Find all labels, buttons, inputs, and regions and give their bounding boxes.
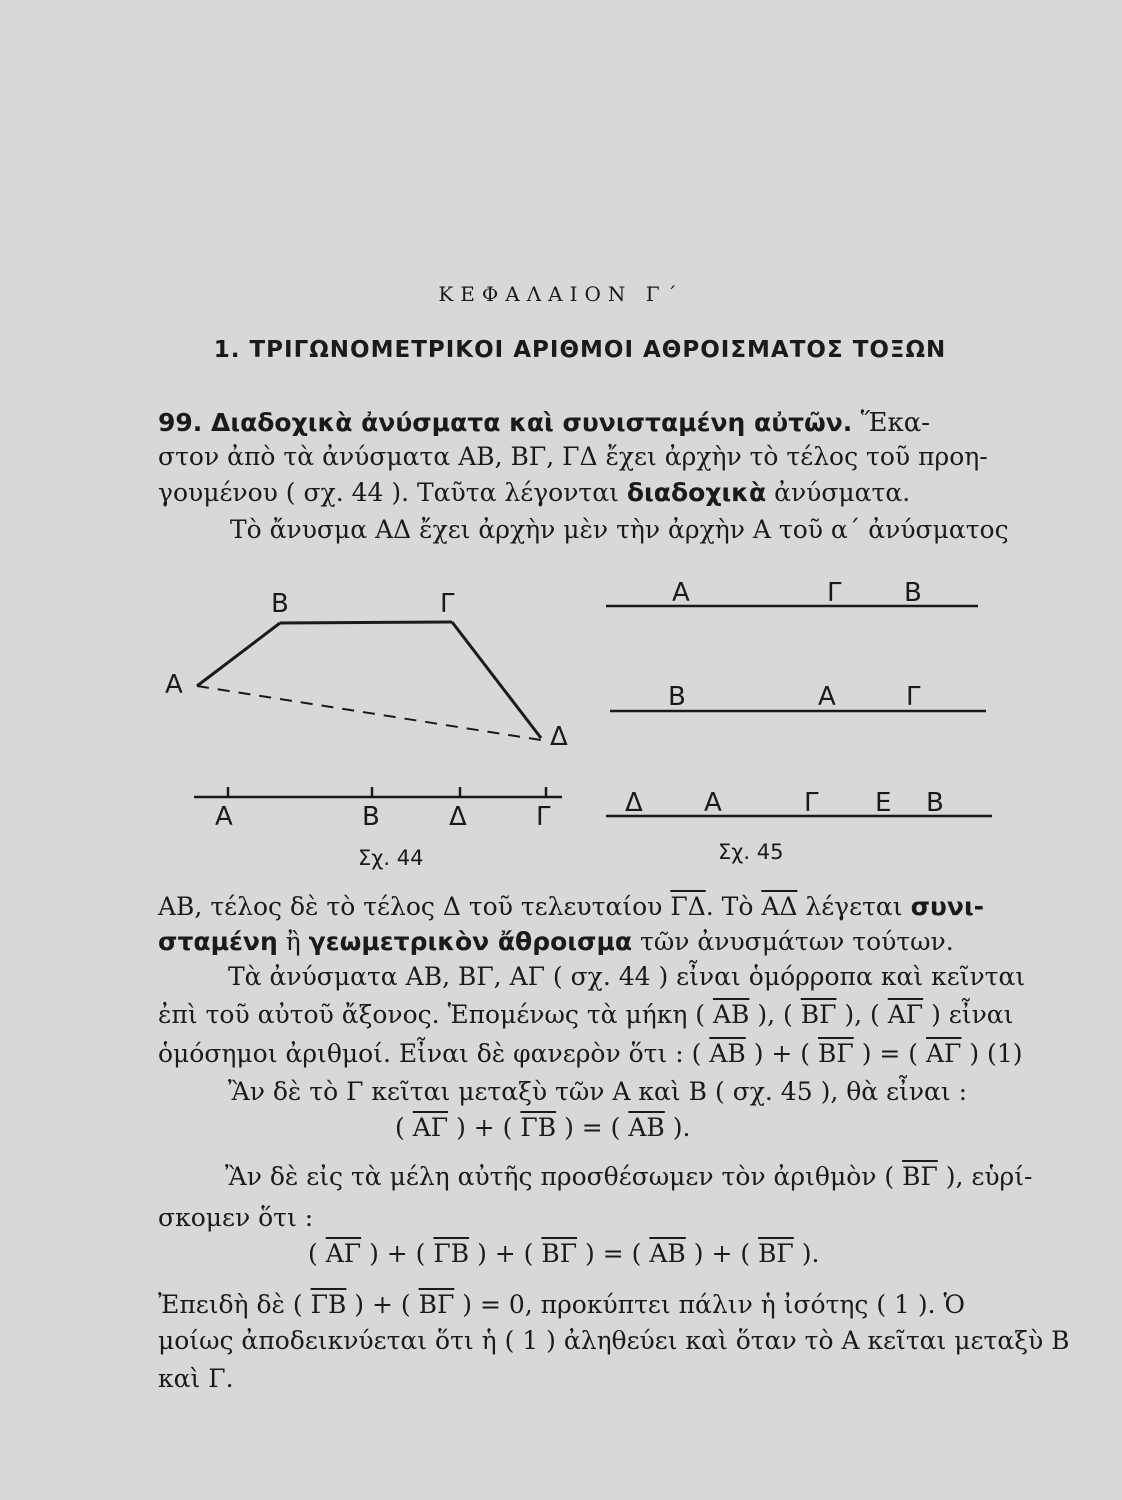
fig45-axes [606, 606, 992, 816]
label-a-left: Α [165, 670, 183, 700]
eq2-a: ( [308, 1239, 318, 1268]
l5-b: . Τὸ [705, 892, 754, 921]
eq2-ab: $\overline{AB}$ [649, 1239, 686, 1268]
l9-d: ) (1) [969, 1039, 1023, 1068]
body-line-6 [158, 927, 954, 956]
axis-label-d: Δ [449, 802, 467, 832]
body-line-14: μοίως ἀποδεικνύεται ὅτι ἡ ( 1 ) ἀληθεύει καὶ ὅταν τὸ Α κεῖται μεταξὺ Β [158, 1326, 1070, 1355]
vector-ad-text: $\overline{A\Delta}$ [761, 892, 798, 921]
row2-a: Α [818, 682, 836, 712]
para-line-4: Τὸ ἄνυσμα ΑΔ ἔχει ἀρχὴν μὲν τὴν ἀρχὴν Α τοῦ α΄ ἀνύσματος [230, 515, 1009, 544]
term-resultant: συνι- [910, 892, 985, 921]
row1-g: Γ [827, 578, 842, 608]
fig45-caption: Σχ. 45 [718, 840, 784, 864]
eq2-bg: $\overline{B\Gamma}$ [541, 1239, 578, 1268]
para-heading: 99. Διαδοχικὰ ἀνύσματα καὶ συνισταμένη αὐτῶν. [158, 408, 853, 437]
l8-a: ἐπὶ τοῦ αὐτοῦ ἄξονος. Ἑπομένως τὰ μήκη ( [158, 1000, 706, 1029]
eq2-f: ). [801, 1239, 820, 1268]
eq2-b: ) + ( [369, 1239, 426, 1268]
row2-b: Β [668, 682, 686, 712]
fig44-caption: Σχ. 44 [358, 846, 424, 870]
l9-a: ὁμόσημοι ἀριθμοί. Εἶναι δὲ φανερὸν ὅτι : ( [158, 1039, 702, 1068]
l9-c: ) = ( [861, 1039, 919, 1068]
axis-label-g: Γ [536, 802, 551, 832]
l6-a: ἢ [285, 927, 301, 956]
l8-b: ), ( [757, 1000, 793, 1029]
row3-g: Γ [804, 788, 819, 818]
eq2-d: ) = ( [585, 1239, 642, 1268]
eq2-e: ) + ( [693, 1239, 751, 1268]
ov-ab: $\overline{AB}$ [712, 1000, 750, 1029]
eq1-d: ). [672, 1113, 691, 1142]
axis-label-a: Α [215, 802, 233, 832]
vector-gd-text: $\overline{\Gamma\Delta}$ [670, 892, 706, 921]
body-line-5 [158, 892, 984, 921]
l5-a: ΑΒ, τέλος δὲ τὸ τέλος Δ τοῦ τελευταίου [158, 892, 663, 921]
eq2-bg-2: $\overline{B\Gamma}$ [758, 1239, 794, 1268]
para-line-2: στον ἀπὸ τὰ ἀνύσματα ΑΒ, ΒΓ, ΓΔ ἔχει ἀρχὴν τὸ τέλος τοῦ προη- [158, 442, 988, 471]
eq1-c: ) = ( [564, 1113, 621, 1142]
eq2-ag: $\overline{A\Gamma}$ [325, 1239, 362, 1268]
vector-gd [452, 622, 541, 738]
chapter-heading: ΚΕΦΑΛΑΙΟΝ Γ΄ [438, 282, 684, 306]
ov-gb: $\overline{\Gamma B}$ [310, 1290, 347, 1319]
l11-b: ), εὑρί- [945, 1162, 1033, 1191]
term-successive: διαδοχικὰ [626, 478, 767, 507]
vector-ab [197, 623, 280, 686]
term-geometric-sum: γεωμετρικὸν ἄθροισμα [308, 927, 633, 956]
l9-b: ) + ( [753, 1039, 811, 1068]
body-line-13 [158, 1290, 965, 1319]
row1-a: Α [672, 578, 690, 608]
equation-2 [308, 1239, 819, 1268]
eq1-b: ) + ( [456, 1113, 513, 1142]
eq1-gb: $\overline{\Gamma B}$ [520, 1113, 557, 1142]
ov-bg: $\overline{B\Gamma}$ [800, 1000, 837, 1029]
label-b-top: Β [271, 589, 289, 619]
row2-g: Γ [906, 682, 921, 712]
para-line-3-b: ἀνύσματα. [774, 478, 911, 507]
row3-d: Δ [625, 788, 643, 818]
body-line-10: Ἂν δὲ τὸ Γ κεῖται μεταξὺ τῶν Α καὶ Β ( σχ. 45 ), θὰ εἶναι : [228, 1077, 968, 1106]
l6-b: τῶν ἀνυσμάτων τούτων. [640, 927, 954, 956]
row1-b: Β [904, 578, 922, 608]
ov-ag-2: $\overline{A\Gamma}$ [926, 1039, 962, 1068]
eq1-ag: $\overline{A\Gamma}$ [412, 1113, 449, 1142]
fig44-axis [194, 787, 562, 797]
ov-bg-4: $\overline{B\Gamma}$ [418, 1290, 455, 1319]
term-resultant-2: σταμένη [158, 927, 278, 956]
fig44-polygon [197, 622, 541, 740]
body-line-15: καὶ Γ. [158, 1364, 234, 1393]
row3-e: Ε [875, 788, 892, 818]
body-line-12: σκομεν ὅτι : [158, 1203, 314, 1232]
l13-b: ) + ( [354, 1290, 411, 1319]
para-line-3-a: γουμένου ( σχ. 44 ). Ταῦτα λέγονται [158, 478, 619, 507]
row3-b: Β [926, 788, 944, 818]
row3-a: Α [704, 788, 722, 818]
body-line-11 [225, 1162, 1033, 1191]
ov-ag: $\overline{A\Gamma}$ [887, 1000, 924, 1029]
ov-bg-3: $\overline{B\Gamma}$ [902, 1162, 938, 1191]
vector-ad-dashed [197, 686, 541, 740]
l11-a: Ἂν δὲ εἰς τὰ μέλη αὐτῆς προσθέσωμεν τὸν ἀριθμὸν ( [225, 1162, 895, 1191]
ov-bg-2: $\overline{B\Gamma}$ [818, 1039, 854, 1068]
vector-bg [280, 622, 452, 623]
label-d-right: Δ [550, 722, 568, 752]
label-g-top: Γ [440, 589, 455, 619]
eq1-ab: $\overline{AB}$ [628, 1113, 665, 1142]
l5-c: λέγεται [805, 892, 903, 921]
eq2-gb: $\overline{\Gamma B}$ [433, 1239, 470, 1268]
ov-ab-2: $\overline{AB}$ [709, 1039, 746, 1068]
l13-c: ) = 0, προκύπτει πάλιν ἡ ἰσότης ( 1 ). Ὁ [462, 1290, 966, 1319]
eq1-a: ( [395, 1113, 405, 1142]
l13-a: Ἐπειδὴ δὲ ( [158, 1290, 303, 1319]
eq2-c: ) + ( [477, 1239, 534, 1268]
section-title: 1. ΤΡΙΓΩΝΟΜΕΤΡΙΚΟΙ ΑΡΙΘΜΟΙ ΑΘΡΟΙΣΜΑΤΟΣ ΤΟΞΩΝ [213, 337, 947, 363]
l8-c: ), ( [844, 1000, 880, 1029]
para-line-1-rest: Ἕκα- [860, 408, 931, 438]
l8-d: ) εἶναι [931, 1000, 1014, 1029]
body-line-8 [158, 1000, 1013, 1029]
axis-label-b: Β [362, 802, 380, 832]
body-line-9 [158, 1039, 1022, 1068]
body-line-7: Τὰ ἀνύσματα ΑΒ, ΒΓ, ΑΓ ( σχ. 44 ) εἶναι ὁμόρροπα καὶ κεῖνται [228, 962, 1026, 991]
equation-1 [395, 1113, 690, 1142]
